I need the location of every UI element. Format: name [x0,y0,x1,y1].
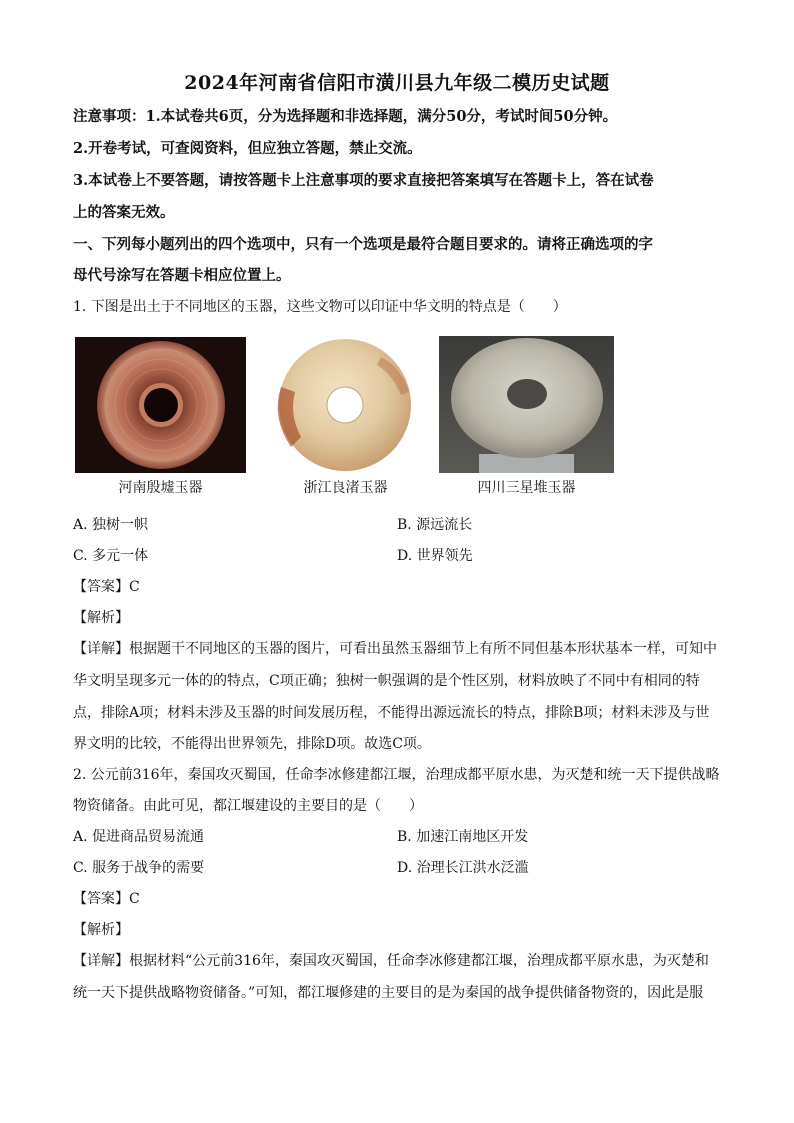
q2-option-b[interactable]: B. 加速江南地区开发 [397,829,529,845]
q1-analysis-label: 【解析】 [73,610,129,626]
yinxu-jade-image [75,337,246,473]
q2-detail-line-2: 统一天下提供战略物资储备。”可知，都江堰修建的主要目的是为秦国的战争提供储备物资的，因此是服 [73,985,704,1001]
caption-yinxu: 河南殷墟玉器 [118,480,203,496]
q1-option-a[interactable]: A. 独树一帜 [73,517,149,533]
notes-line-2: 2.开卷考试，可查阅资料，但应独立答题，禁止交流。 [73,140,422,157]
section-heading-line-1: 一、下列每小题列出的四个选项中，只有一个选项是最符合题目要求的。请将正确选项的字 [73,236,653,253]
notes-line-4: 上的答案无效。 [73,204,175,221]
q1-answer: 【答案】C [73,579,140,595]
q1-option-c[interactable]: C. 多元一体 [73,548,149,564]
q2-option-c[interactable]: C. 服务于战争的需要 [73,860,205,876]
q2-detail-line-1: 【详解】根据材料“公元前316年，秦国攻灭蜀国，任命李冰修建都江堰，治理成都平原水患，为灭楚和 [73,953,709,969]
q2-option-a[interactable]: A. 促进商品贸易流通 [73,829,205,845]
page-title: 2024年河南省信阳市潢川县九年级二模历史试题 [184,72,610,94]
liangzhu-jade-image [261,337,430,473]
q1-stem: 1. 下图是出土于不同地区的玉器，这些文物可以印证中华文明的特点是（ ） [73,299,567,315]
notes-line-1: 注意事项：1.本试卷共6页，分为选择题和非选择题，满分50分，考试时间50分钟。 [73,108,618,125]
q1-option-d[interactable]: D. 世界领先 [397,548,473,564]
q2-stem-line-1: 2. 公元前316年，秦国攻灭蜀国，任命李冰修建都江堰，治理成都平原水患，为灭楚和统一天下提供战略 [73,767,720,783]
sanxingdui-jade-image [439,336,614,473]
q1-detail-line-2: 华文明呈现多元一体的的特点，C项正确；独树一帜强调的是个性区别，材料放映了不同中有相同的特 [73,673,700,689]
section-heading-line-2: 母代号涂写在答题卡相应位置上。 [73,267,291,284]
q2-answer: 【答案】C [73,891,140,907]
q1-option-b[interactable]: B. 源远流长 [397,517,473,533]
q1-detail-line-3: 点，排除A项；材料未涉及玉器的时间发展历程，不能得出源远流长的特点，排除B项；材料未涉及与世 [73,705,710,721]
q2-analysis-label: 【解析】 [73,922,129,938]
notes-line-3: 3.本试卷上不要答题，请按答题卡上注意事项的要求直接把答案填写在答题卡上，答在试卷 [73,172,654,189]
q2-stem-line-2: 物资储备。由此可见，都江堰建设的主要目的是（ ） [73,798,423,814]
caption-liangzhu: 浙江良渚玉器 [303,480,388,496]
q1-detail-line-4: 界文明的比较，不能得出世界领先，排除D项。故选C项。 [73,736,431,752]
q1-detail-line-1: 【详解】根据题干不同地区的玉器的图片，可看出虽然玉器细节上有所不同但基本形状基本一样，可知中 [73,641,717,657]
caption-sanxingdui: 四川三星堆玉器 [477,480,576,496]
q2-option-d[interactable]: D. 治理长江洪水泛滥 [397,860,529,876]
